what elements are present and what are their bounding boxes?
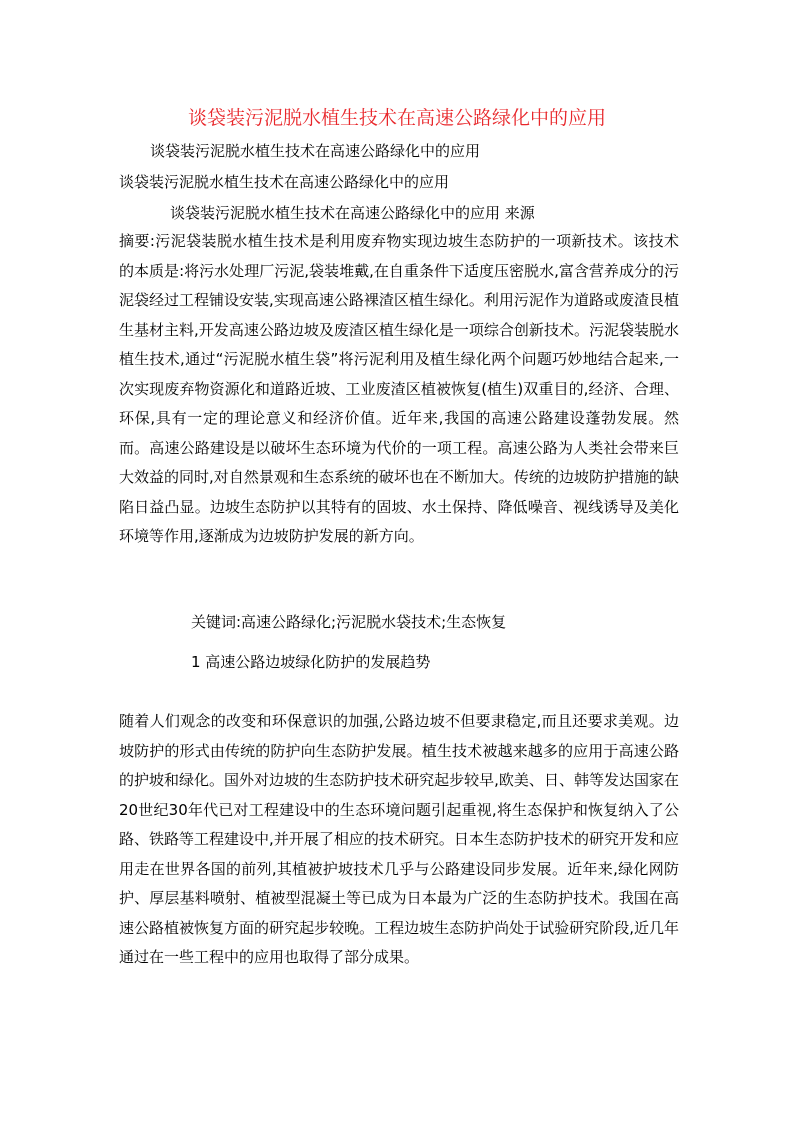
section-heading: 1 高速公路边坡绿化防护的发展趋势 — [191, 653, 431, 671]
page-title: 谈袋装污泥脱水植生技术在高速公路绿化中的应用 — [187, 107, 606, 129]
keywords-line: 关键词:高速公路绿化;污泥脱水袋技术;生态恢复 — [191, 613, 507, 631]
subtitle-line-3-with-source: 谈袋装污泥脱水植生技术在高速公路绿化中的应用 来源 — [170, 204, 535, 222]
abstract-paragraph: 摘要:污泥袋装脱水植生技术是利用废弃物实现边坡生态防护的一项新技术。该技术的本质是:将污水处理厂污泥,袋装堆戴,在自重条件下适度压密脱水,富含营养成分的污泥袋经过工程铺设安装,实现高速公路裸渣区植生绿化。利用污泥作为道路或废渣艮植生基材主料,开发高速公路边坡及废渣区植生绿化是一项综合创新技术。污泥袋装脱水植生技术,通过“污泥脱水植生袋”将污泥利用及植生绿化两个问题巧妙地结合起来,一次实现废弃物资源化和道路近坡、工业废渣区植被恢复(植生)双重目的,经济、合理、环保,具有一定的理论意义和经济价值。近年来,我国的高速公路建设蓬勃发展。然而。高速公路建设是以破坏生态环境为代价的一项工程。高速公路为人类社会带来巨大效益的同时,对自然景观和生态系统的破坏也在不断加大。传统的边坡防护措施的缺陷日益凸显。边坡生态防护以其特有的固坡、水土保持、降低噪音、视线诱导及美化环境等作用,逐渐成为边坡防护发展的新方向。 — [119, 232, 679, 545]
body-paragraph: 随着人们观念的改变和环保意识的加强,公路边坡不但要隶稳定,而且还要求美观。边坡防护的形式由传统的防护向生态防护发展。植生技术被越来越多的应用于高速公路的护坡和绿化。国外对边坡的生态防护技术研究起步较早,欧美、日、韩等发达国家在20世纪30年代已对工程建设中的生态环境问题引起重视,将生态保护和恢复纳入了公路、铁路等工程建设中,并开展了相应的技术研究。日本生态防护技术的研究开发和应用走在世界各国的前列,其植被护坡技术几乎与公路建设同步发展。近年来,绿化网防护、厚层基料喷射、植被型混凝土等已成为日本最为广泛的生态防护技术。我国在高速公路植被恢复方面的研究起步较晚。工程边坡生态防护尚处于试验研究阶段,近几年通过在一些工程中的应用也取得了部分成果。 — [119, 712, 679, 966]
subtitle-line-2: 谈袋装污泥脱水植生技术在高速公路绿化中的应用 — [119, 173, 450, 191]
subtitle-line-1: 谈袋装污泥脱水植生技术在高速公路绿化中的应用 — [150, 142, 481, 160]
